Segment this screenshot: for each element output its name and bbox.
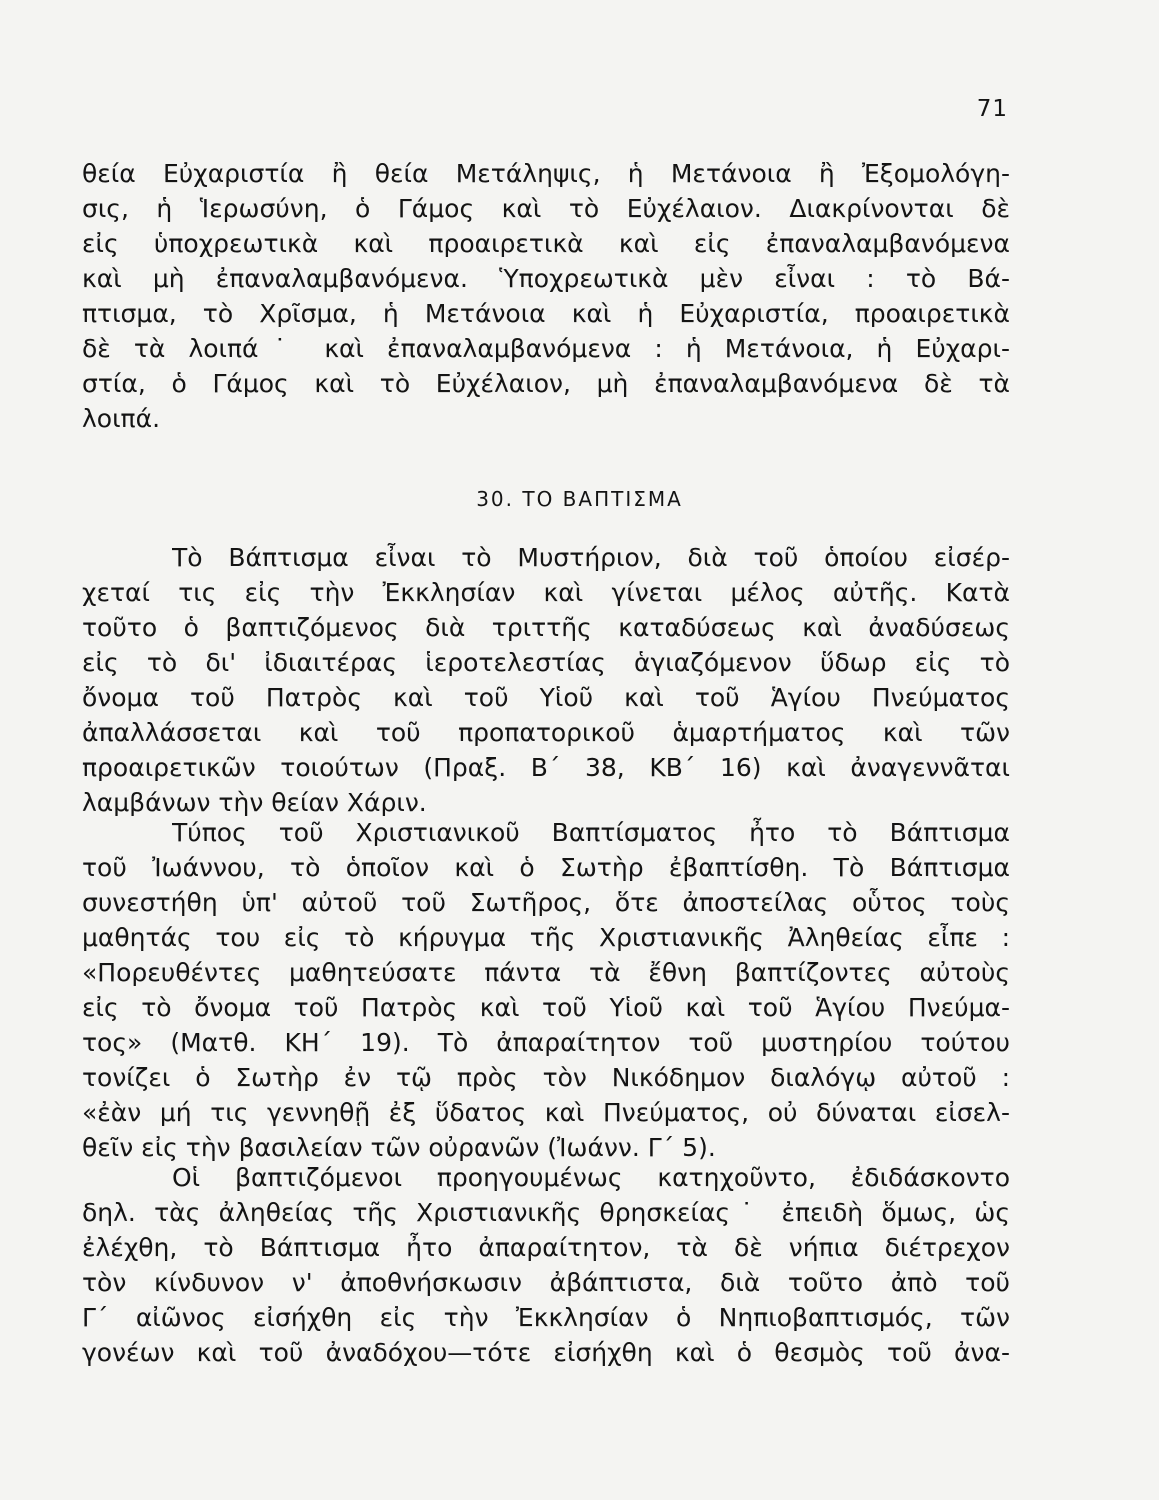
text-line: εἰς ὑποχρεωτικὰ καὶ προαιρετικὰ καὶ εἰς ἐπαναλαμβανόμενα — [82, 229, 1010, 258]
text-line: δηλ. τὰς ἀληθείας τῆς Χριστιανικῆς θρησκείας˙ ἐπειδὴ ὅμως, ὡς — [82, 1198, 1010, 1227]
text-line: εἰς τὸ δι' ἰδιαιτέρας ἱεροτελεστίας ἁγιαζόμενον ὕδωρ εἰς τὸ — [82, 648, 1010, 677]
text-line: ὄνομα τοῦ Πατρὸς καὶ τοῦ Υἱοῦ καὶ τοῦ Ἁγίου Πνεύματος — [82, 683, 1010, 712]
section-heading: 30. ΤΟ ΒΑΠΤΙΣΜΑ — [476, 487, 683, 511]
text-line: ἀπαλλάσσεται καὶ τοῦ προπατορικοῦ ἁμαρτήματος καὶ τῶν — [82, 718, 1010, 747]
text-line: λαμβάνων τὴν θείαν Χάριν. — [82, 788, 427, 817]
text-line: τὸν κίνδυνον ν' ἀποθνήσκωσιν ἀβάπτιστα, διὰ τοῦτο ἀπὸ τοῦ — [82, 1268, 1010, 1297]
text-line: θεῖν εἰς τὴν βασιλείαν τῶν οὐρανῶν (Ἰωάνν. Γ΄ 5). — [82, 1133, 716, 1162]
text-line: σις, ἡ Ἱερωσύνη, ὁ Γάμος καὶ τὸ Εὐχέλαιον. Διακρίνονται δὲ — [82, 194, 1010, 223]
text-line: Γ΄ αἰῶνος εἰσήχθη εἰς τὴν Ἐκκλησίαν ὁ Νηπιοβαπτισμός, τῶν — [82, 1303, 1010, 1332]
text-line: συνεστήθη ὑπ' αὐτοῦ τοῦ Σωτῆρος, ὅτε ἀποστείλας οὗτος τοὺς — [82, 888, 1010, 917]
text-line: τοῦ Ἰωάννου, τὸ ὁποῖον καὶ ὁ Σωτὴρ ἐβαπτίσθη. Τὸ Βάπτισμα — [82, 853, 1010, 882]
text-line: μαθητάς του εἰς τὸ κήρυγμα τῆς Χριστιανικῆς Ἀληθείας εἶπε : — [82, 923, 1010, 952]
text-line: ἐλέχθη, τὸ Βάπτισμα ἦτο ἀπαραίτητον, τὰ δὲ νήπια διέτρεχον — [82, 1233, 1010, 1262]
text-line: δὲ τὰ λοιπά˙ καὶ ἐπαναλαμβανόμενα : ἡ Μετάνοια, ἡ Εὐχαρι- — [82, 334, 1010, 363]
text-line: χεταί τις εἰς τὴν Ἐκκλησίαν καὶ γίνεται μέλος αὐτῆς. Κατὰ — [82, 578, 1010, 607]
text-line: καὶ μὴ ἐπαναλαμβανόμενα. Ὑποχρεωτικὰ μὲν εἶναι : τὸ Βά- — [82, 264, 1010, 293]
text-line: τοῦτο ὁ βαπτιζόμενος διὰ τριττῆς καταδύσεως καὶ ἀναδύσεως — [82, 613, 1010, 642]
text-line: θεία Εὐχαριστία ἢ θεία Μετάληψις, ἡ Μετάνοια ἢ Ἐξομολόγη- — [82, 159, 1010, 188]
text-line: Τύπος τοῦ Χριστιανικοῦ Βαπτίσματος ἦτο τὸ Βάπτισμα — [172, 818, 1010, 847]
text-line: τος» (Ματθ. ΚΗ΄ 19). Τὸ ἀπαραίτητον τοῦ μυστηρίου τούτου — [82, 1028, 1010, 1057]
text-line: πτισμα, τὸ Χρῖσμα, ἡ Μετάνοια καὶ ἡ Εὐχαριστία, προαιρετικὰ — [82, 299, 1010, 328]
text-line: λοιπά. — [82, 404, 161, 433]
page-number: 71 — [976, 96, 1008, 122]
text-line: εἰς τὸ ὄνομα τοῦ Πατρὸς καὶ τοῦ Υἱοῦ καὶ τοῦ Ἁγίου Πνεύμα- — [82, 993, 1010, 1022]
text-line: στία, ὁ Γάμος καὶ τὸ Εὐχέλαιον, μὴ ἐπαναλαμβανόμενα δὲ τὰ — [82, 369, 1010, 398]
text-line: προαιρετικῶν τοιούτων (Πραξ. Β΄ 38, ΚΒ΄ 16) καὶ ἀναγεννᾶται — [82, 753, 1010, 782]
text-line: «ἐὰν μή τις γεννηθῇ ἐξ ὕδατος καὶ Πνεύματος, οὐ δύναται εἰσελ- — [82, 1098, 1010, 1127]
text-line: τονίζει ὁ Σωτὴρ ἐν τῷ πρὸς τὸν Νικόδημον διαλόγῳ αὐτοῦ : — [82, 1063, 1010, 1092]
text-line: γονέων καὶ τοῦ ἀναδόχου—τότε εἰσήχθη καὶ ὁ θεσμὸς τοῦ ἀνα- — [82, 1338, 1010, 1367]
text-line: Οἱ βαπτιζόμενοι προηγουμένως κατηχοῦντο, ἐδιδάσκοντο — [172, 1163, 1010, 1192]
text-line: «Πορευθέντες μαθητεύσατε πάντα τὰ ἔθνη βαπτίζοντες αὐτοὺς — [82, 958, 1010, 987]
text-line: Τὸ Βάπτισμα εἶναι τὸ Μυστήριον, διὰ τοῦ ὁποίου εἰσέρ- — [172, 543, 1010, 572]
